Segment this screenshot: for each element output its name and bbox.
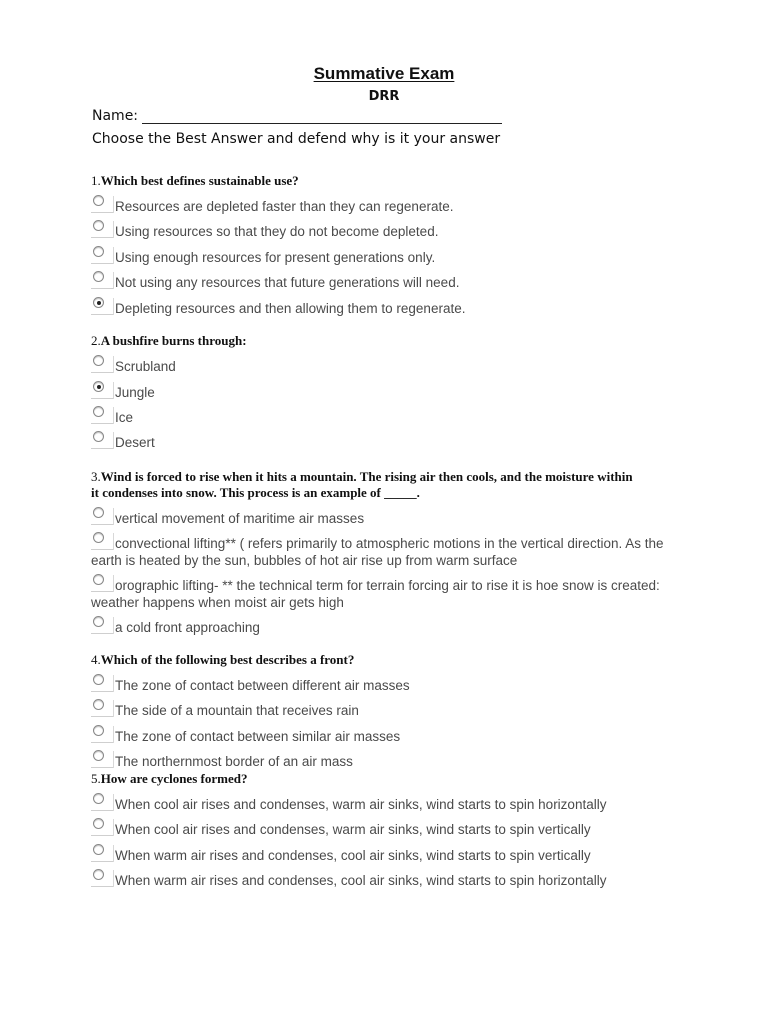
option-4d[interactable] bbox=[91, 753, 691, 770]
option-4c[interactable] bbox=[91, 728, 691, 745]
question-1 bbox=[91, 173, 691, 189]
radio-button[interactable] bbox=[91, 434, 113, 450]
option-4b[interactable] bbox=[91, 702, 691, 719]
option-label: When cool air rises and condenses, warm air sinks, wind starts to spin vertically bbox=[115, 822, 591, 837]
option-label: convectional lifting** ( refers primarily to atmospheric motions in the vertical direction. As the bbox=[115, 536, 664, 551]
radio-selected-icon bbox=[93, 381, 104, 392]
radio-button[interactable] bbox=[91, 510, 113, 526]
radio-button[interactable] bbox=[91, 384, 113, 400]
question-number: 1. bbox=[91, 173, 101, 188]
option-label: Ice bbox=[115, 410, 134, 425]
option-3c[interactable] bbox=[91, 577, 691, 611]
radio-circle-icon bbox=[93, 699, 104, 710]
radio-button[interactable] bbox=[91, 223, 113, 239]
option-2d[interactable] bbox=[91, 434, 691, 451]
option-5c[interactable] bbox=[91, 847, 691, 864]
name-blank-line[interactable] bbox=[142, 109, 502, 124]
radio-circle-icon bbox=[93, 220, 104, 231]
radio-circle-icon bbox=[93, 674, 104, 685]
option-3a[interactable] bbox=[91, 510, 691, 527]
radio-selected-icon bbox=[93, 297, 104, 308]
question-3 bbox=[91, 469, 691, 501]
question-text: Which of the following best describes a front? bbox=[100, 652, 355, 667]
option-label: The zone of contact between similar air masses bbox=[115, 729, 401, 744]
option-3d[interactable] bbox=[91, 619, 691, 636]
radio-circle-icon bbox=[93, 844, 104, 855]
radio-circle-icon bbox=[93, 793, 104, 804]
radio-circle-icon bbox=[93, 869, 104, 880]
radio-button[interactable] bbox=[91, 577, 113, 593]
radio-button[interactable] bbox=[91, 753, 113, 769]
radio-circle-icon bbox=[93, 355, 104, 366]
question-text: How are cyclones formed? bbox=[100, 771, 248, 786]
radio-button[interactable] bbox=[91, 847, 113, 863]
option-label: Scrubland bbox=[115, 359, 176, 374]
radio-button[interactable] bbox=[91, 677, 113, 693]
question-text: Wind is forced to rise when it hits a mountain. The rising air then cools, and the moisture within bbox=[100, 469, 633, 484]
radio-button[interactable] bbox=[91, 358, 113, 374]
option-3b[interactable] bbox=[91, 535, 691, 569]
question-number: 4. bbox=[91, 652, 101, 667]
radio-circle-icon bbox=[93, 532, 104, 543]
radio-circle-icon bbox=[93, 616, 104, 627]
option-1a[interactable] bbox=[91, 198, 691, 215]
radio-circle-icon bbox=[93, 406, 104, 417]
question-number: 5. bbox=[91, 771, 101, 786]
option-label: Not using any resources that future generations will need. bbox=[115, 275, 460, 290]
radio-button[interactable] bbox=[91, 702, 113, 718]
radio-circle-icon bbox=[93, 725, 104, 736]
option-4a[interactable] bbox=[91, 677, 691, 694]
radio-circle-icon bbox=[93, 507, 104, 518]
radio-button[interactable] bbox=[91, 619, 113, 635]
radio-circle-icon bbox=[93, 246, 104, 257]
option-5b[interactable] bbox=[91, 821, 691, 838]
option-label-continued: earth is heated by the sun, bubbles of hot air rise up from warm surface bbox=[91, 553, 518, 568]
name-field-row bbox=[92, 108, 502, 124]
page-subtitle: DRR bbox=[368, 89, 400, 104]
option-label: Desert bbox=[115, 435, 155, 450]
radio-button[interactable] bbox=[91, 535, 113, 551]
name-label: Name: bbox=[92, 108, 139, 124]
option-1e[interactable] bbox=[91, 300, 691, 317]
radio-button[interactable] bbox=[91, 409, 113, 425]
option-2a[interactable] bbox=[91, 358, 691, 375]
question-text: Which best defines sustainable use? bbox=[100, 173, 299, 188]
option-label-continued: weather happens when moist air gets high bbox=[91, 595, 344, 610]
radio-button[interactable] bbox=[91, 300, 113, 316]
radio-circle-icon bbox=[93, 574, 104, 585]
option-1d[interactable] bbox=[91, 274, 691, 291]
option-label: a cold front approaching bbox=[115, 620, 260, 635]
option-label: Jungle bbox=[115, 385, 155, 400]
radio-button[interactable] bbox=[91, 796, 113, 812]
option-label: The side of a mountain that receives rain bbox=[115, 703, 359, 718]
radio-button[interactable] bbox=[91, 249, 113, 265]
option-label: Using enough resources for present generations only. bbox=[115, 250, 436, 265]
option-1b[interactable] bbox=[91, 223, 691, 240]
option-1c[interactable] bbox=[91, 249, 691, 266]
radio-circle-icon bbox=[93, 195, 104, 206]
question-number: 3. bbox=[91, 469, 101, 484]
question-4 bbox=[91, 652, 691, 668]
radio-circle-icon bbox=[93, 271, 104, 282]
question-number: 2. bbox=[91, 333, 101, 348]
radio-circle-icon bbox=[93, 431, 104, 442]
option-label: When cool air rises and condenses, warm air sinks, wind starts to spin horizontally bbox=[115, 797, 607, 812]
option-5a[interactable] bbox=[91, 796, 691, 813]
page-title bbox=[0, 64, 768, 84]
instructions: Choose the Best Answer and defend why is it your answer bbox=[92, 131, 501, 147]
option-label: orographic lifting- ** the technical term for terrain forcing air to rise it is hoe snow is created: bbox=[115, 578, 660, 593]
radio-button[interactable] bbox=[91, 821, 113, 837]
option-label: When warm air rises and condenses, cool air sinks, wind starts to spin vertically bbox=[115, 848, 591, 863]
question-text-continued: it condenses into snow. This process is an example of _____. bbox=[91, 485, 420, 500]
question-5 bbox=[91, 771, 691, 787]
radio-circle-icon bbox=[93, 818, 104, 829]
radio-button[interactable] bbox=[91, 198, 113, 214]
radio-button[interactable] bbox=[91, 728, 113, 744]
option-label: Depleting resources and then allowing them to regenerate. bbox=[115, 301, 466, 316]
option-5d[interactable] bbox=[91, 872, 691, 889]
radio-button[interactable] bbox=[91, 872, 113, 888]
option-2b[interactable] bbox=[91, 384, 691, 401]
option-label: vertical movement of maritime air masses bbox=[115, 511, 365, 526]
option-label: When warm air rises and condenses, cool air sinks, wind starts to spin horizontally bbox=[115, 873, 607, 888]
radio-circle-icon bbox=[93, 750, 104, 761]
question-text: A bushfire burns through: bbox=[100, 333, 247, 348]
option-label: The zone of contact between different air masses bbox=[115, 678, 410, 693]
option-label: Resources are depleted faster than they can regenerate. bbox=[115, 199, 454, 214]
question-2 bbox=[91, 333, 691, 349]
option-label: Using resources so that they do not become depleted. bbox=[115, 224, 439, 239]
option-label: The northernmost border of an air mass bbox=[115, 754, 353, 769]
title-text: Summative Exam bbox=[313, 64, 455, 83]
option-2c[interactable] bbox=[91, 409, 691, 426]
radio-button[interactable] bbox=[91, 274, 113, 290]
